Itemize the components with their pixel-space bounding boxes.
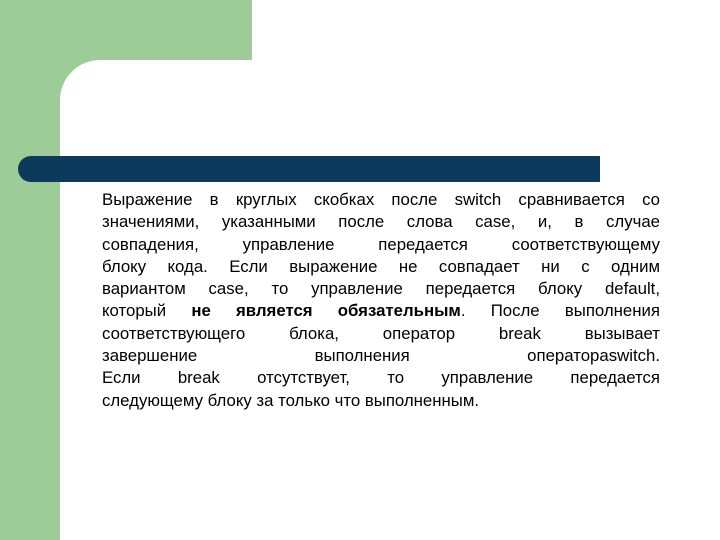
paragraph-line	[102, 300, 660, 322]
paragraph-line: блоку кода. Если выражение не совпадает ни с одним	[102, 256, 660, 276]
title-bar	[18, 156, 600, 182]
paragraph-line: следующему блоку за только что выполненным.	[102, 390, 480, 410]
paragraph-line: совпадения, управление передается соответствующему	[102, 234, 660, 254]
paragraph-line: Выражение в круглых скобках после switch сравнивается со	[102, 190, 660, 209]
text-run: . После выполнения	[460, 301, 660, 321]
paragraph-line: Если break отсутствует, то управление передается	[102, 368, 660, 388]
paragraph-line: значениями, указанными после слова case, и, в случае	[102, 212, 660, 232]
paragraph-line: вариантом case, то управление передается блоку default,	[102, 279, 660, 299]
emphasis-text: не является обязательным	[191, 301, 461, 321]
text-run: который	[102, 301, 192, 321]
body-paragraph	[102, 189, 660, 412]
paragraph-line: соответствующего блока, оператор break вызывает	[102, 323, 660, 343]
paragraph-line: завершение выполнения операторaswitch.	[102, 346, 660, 366]
